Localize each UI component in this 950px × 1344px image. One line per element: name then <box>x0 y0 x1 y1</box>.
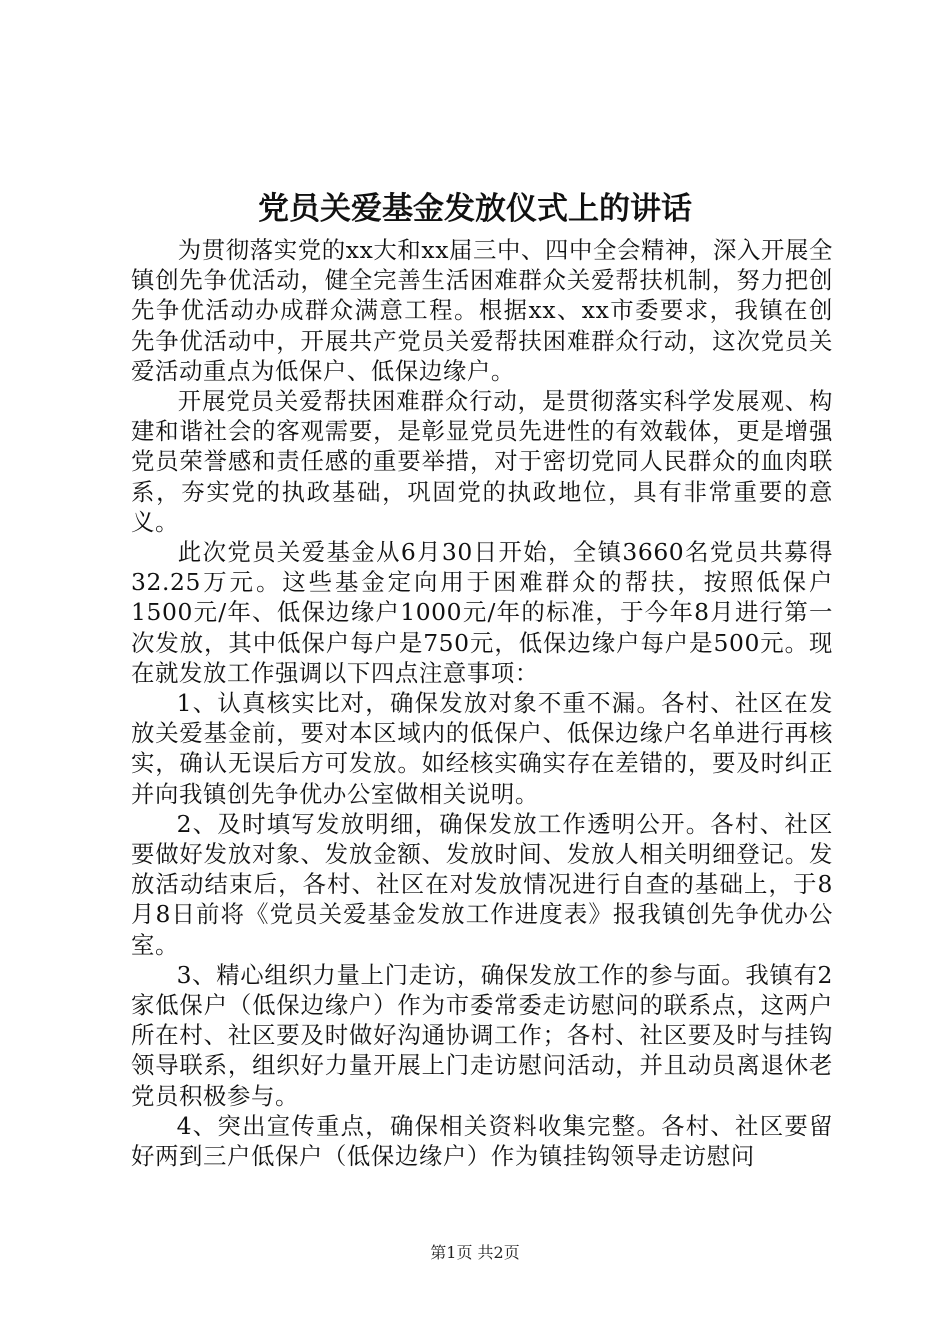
paragraph-fund-details: 此次党员关爱基金从6月30日开始，全镇3660名党员共募得32.25万元。这些基金定向用于困难群众的帮扶，按照低保户1500元/年、低保边缘户1000元/年的标准，于今年8月进行第一次发放，其中低保户每户是750元，低保边缘户每户是500元。现在就发放工作强调以下四点注意事项： <box>131 538 833 687</box>
paragraph-item-2: 2、及时填写发放明细，确保发放工作透明公开。各村、社区要做好发放对象、发放金额、发放时间、发放人相关明细登记。发放活动结束后，各村、社区在对发放情况进行自查的基础上，于8月8日前将《党员关爱基金发放工作进度表》报我镇创先争优办公室。 <box>131 809 833 959</box>
document-body <box>131 235 833 1171</box>
paragraph-significance: 开展党员关爱帮扶困难群众行动，是贯彻落实科学发展观、构建和谐社会的客观需要，是彰显党员先进性的有效载体，更是增强党员荣誉感和责任感的重要举措，对于密切党同人民群众的血肉联系，夯实党的执政基础，巩固党的执政地位，具有非常重要的意义。 <box>131 387 833 536</box>
paragraph-item-1: 1、认真核实比对，确保发放对象不重不漏。各村、社区在发放关爱基金前，要对本区域内的低保户、低保边缘户名单进行再核实，确认无误后方可发放。如经核实确实存在差错的，要及时纠正并向我镇创先争优办公室做相关说明。 <box>131 689 833 808</box>
paragraph-intro: 为贯彻落实党的xx大和xx届三中、四中全会精神，深入开展全镇创先争优活动，健全完善生活困难群众关爱帮扶机制，努力把创先争优活动办成群众满意工程。根据xx、xx市委要求，我镇在创先争优活动中，开展共产党员关爱帮扶困难群众行动，这次党员关爱活动重点为低保户、低保边缘户。 <box>131 236 833 385</box>
paragraph-item-3: 3、精心组织力量上门走访，确保发放工作的参与面。我镇有2家低保户（低保边缘户）作为市委常委走访慰问的联系点，这两户所在村、社区要及时做好沟通协调工作；各村、社区要及时与挂钩领导联系，组织好力量开展上门走访慰问活动，并且动员离退休老党员积极参与。 <box>131 960 833 1110</box>
page-footer: 第1页 共2页 <box>430 1243 520 1262</box>
paragraph-item-4: 4、突出宣传重点，确保相关资料收集完整。各村、社区要留好两到三户低保户（低保边缘户）作为镇挂钩领导走访慰问 <box>131 1111 833 1171</box>
page-title: 党员关爱基金发放仪式上的讲话 <box>258 191 692 227</box>
